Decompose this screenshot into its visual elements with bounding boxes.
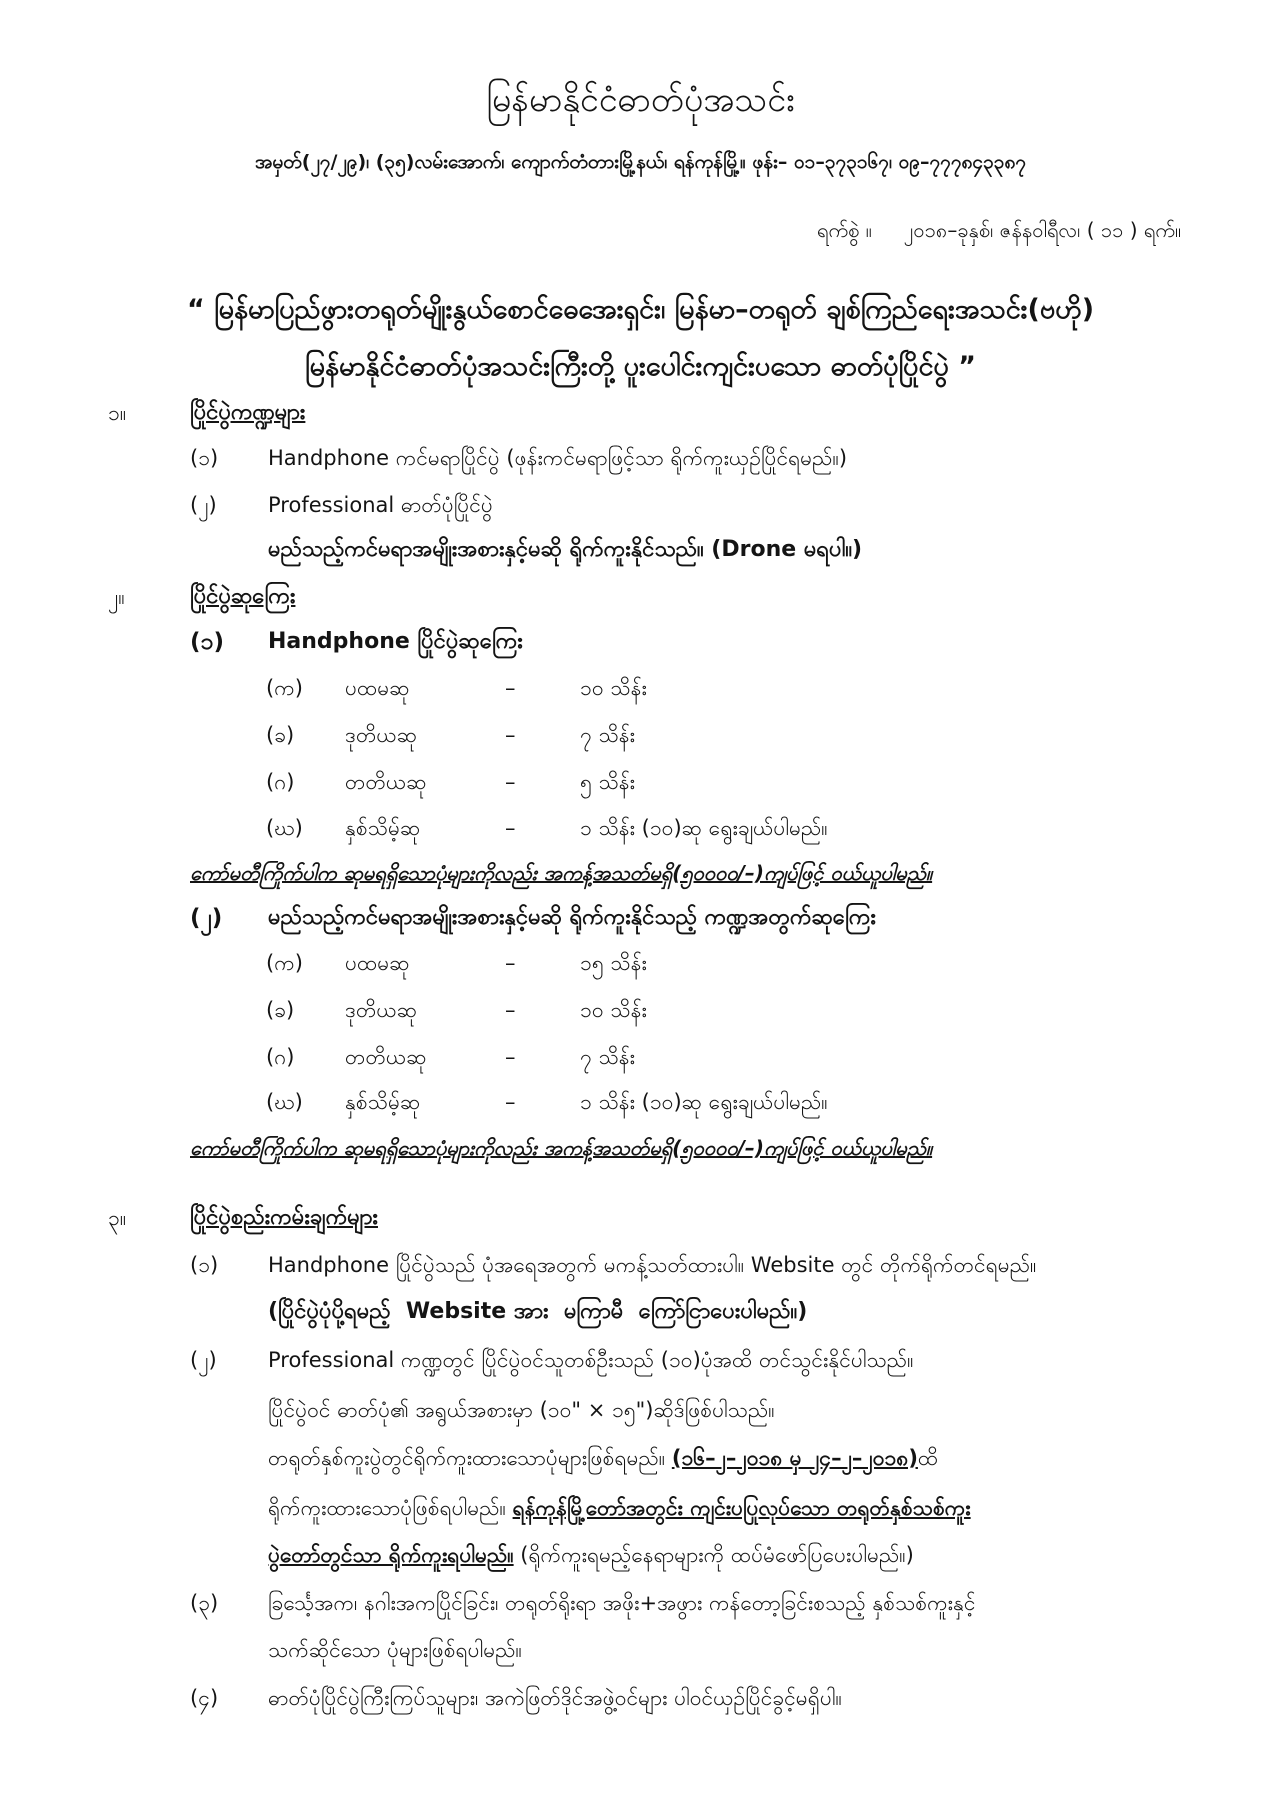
rule-text: ပြိုင်ပွဲဝင် ဓာတ်ပုံ၏ အရွယ်အစားမှာ (၁၀" × ၁၅")ဆိုဒ်ဖြစ်ပါသည်။ [268,1398,775,1422]
prize-dash: – [505,723,516,747]
group-number: (၁) [190,629,224,655]
prize-number: (ဂ) [266,770,295,794]
item-text: Handphone ကင်မရာပြိုင်ပွဲ (ဖုန်းကင်မရာဖြင့်သာ ရိုက်ကူးယှဉ်ပြိုင်ရမည်။) [268,446,848,470]
rule-emphasis: ပွဲတော်တွင်သာ ရိုက်ကူးရပါမည်။ [268,1543,514,1567]
group-number: (၂) [190,905,223,931]
document-title: မြန်မာနိုင်ငံဓာတ်ပုံအသင်း [486,80,795,120]
prize-name: ဒုတိယဆု [345,998,418,1022]
prize-dash: – [505,816,516,840]
prize-amount: ၇ သိန်း [580,723,635,747]
rule-text-part: တရုတ်နှစ်ကူးပွဲတွင်ရိုက်ကူးထားသောပုံများဖြစ်ရမည်။ [268,1446,672,1470]
prize-number: (ဃ) [266,1090,303,1114]
prize-name: နှစ်သိမ့်ဆု [345,1090,421,1114]
prize-name: ဒုတိယဆု [345,723,418,747]
section-number: ၁။ [108,401,127,425]
event-title-line-1: “ မြန်မာပြည်ဖွားတရုတ်မျိုးနွယ်စောင်ဓေအေးရှင်း၊ မြန်မာ–တရုတ် ချစ်ကြည်ရေးအသင်း(ဗဟို) [186,294,1095,325]
prize-name: နှစ်သိမ့်ဆု [345,816,421,840]
rule-emphasis: ရန်ကုန်မြို့တော်အတွင်း ကျင်းပပြုလုပ်သော တရုတ်နှစ်သစ်ကူး [512,1496,971,1520]
prize-dash: – [505,998,516,1022]
prize-amount: ၁ သိန်း (၁၀)ဆု ရွေးချယ်ပါမည်။ [580,1090,828,1114]
item-number: (၁) [190,446,219,470]
group-title: Handphone ပြိုင်ပွဲဆုကြေး [268,629,523,654]
prize-dash: – [505,770,516,794]
rule-number: (၁) [190,1253,219,1277]
date-label: ရက်စွဲ ။ [817,218,872,242]
section-number: ၂။ [108,585,125,609]
prize-amount: ၁၅ သိန်း [580,951,647,975]
prize-name: ပထမဆု [345,676,410,700]
rule-text [268,1488,1186,1528]
prize-amount: ၁၀ သိန်း [580,676,647,700]
purchase-note: ကော်မတီကြိုက်ပါက ဆုမရရှိသောပုံများကိုလည်း အကန့်အသတ်မရှိ(၅၀၀၀၀/–)ကျပ်ဖြင့် ဝယ်ယူပါမည်။ [190,861,933,885]
prize-number: (ခ) [266,998,295,1022]
rule-text-part: ထိ [917,1446,939,1470]
rule-text: Professional ကဏ္ဍတွင် ပြိုင်ပွဲဝင်သူတစ်ဦးသည် (၁၀)ပုံအထိ တင်သွင်းနိုင်ပါသည်။ [268,1348,914,1372]
group-title: မည်သည့်ကင်မရာအမျိုးအစားနှင့်မဆို ရိုက်ကူးနိုင်သည့် ကဏ္ဍအတွက်ဆုကြေး [268,905,876,930]
item-text: Professional ဓာတ်ပုံပြိုင်ပွဲ [268,493,493,517]
prize-dash: – [505,1045,516,1069]
prize-dash: – [505,1090,516,1114]
address-line: အမှတ်(၂၇/၂၉)၊ (၃၅)လမ်းအောက်၊ ကျောက်တံတားမြို့နယ်၊ ရန်ကုန်မြို့။ ဖုန်း– ၀၁–၃၇၃၁၆၇၊ ၀၉–၇၇၇၈၄၃၃၈၇ [254,151,1027,173]
date-value: ၂၀၁၈–ခုနှစ်၊ ဇန်နဝါရီလ၊ ( ၁၁ ) ရက်။ [903,218,1181,242]
section-number: ၃။ [108,1206,127,1230]
prize-number: (ဂ) [266,1045,295,1069]
rule-text: ဓာတ်ပုံပြိုင်ပွဲကြီးကြပ်သူများ၊ အကဲဖြတ်ဒိုင်အဖွဲ့ဝင်များ ပါဝင်ယှဉ်ပြိုင်ခွင့်မရှိပါ။ [268,1686,842,1710]
prize-name: တတိယဆု [345,770,427,794]
item-number: (၂) [190,493,217,517]
purchase-note: ကော်မတီကြိုက်ပါက ဆုမရရှိသောပုံများကိုလည်း အကန့်အသတ်မရှိ(၅၀၀၀၀/–)ကျပ်ဖြင့် ဝယ်ယူပါမည်။ [190,1136,933,1160]
prize-number: (ခ) [266,723,295,747]
prize-number: (က) [266,676,303,700]
date-range: (၁၆–၂–၂၀၁၈ မှ ၂၄–၂–၂၀၁၈) [671,1446,918,1470]
rule-text-part: (ရိုက်ကူးရမည့်နေရာများကို ထပ်မံဖော်ပြပေးပါမည်။) [513,1543,914,1567]
prize-dash: – [505,951,516,975]
section-note: မည်သည့်ကင်မရာအမျိုးအစားနှင့်မဆို ရိုက်ကူးနိုင်သည်။ (Drone မရပါ။) [268,537,863,562]
prize-name: ပထမဆု [345,951,410,975]
rule-text [268,1535,1186,1575]
prize-amount: ၅ သိန်း [580,770,635,794]
rule-text-part: ရိုက်ကူးထားသောပုံဖြစ်ရပါမည်။ [268,1496,513,1520]
date-line [281,210,1181,250]
rule-text [268,1438,1186,1478]
prize-number: (က) [266,951,303,975]
rule-text: သက်ဆိုင်သော ပုံများဖြစ်ရပါမည်။ [268,1638,522,1662]
prize-amount: ၁ သိန်း (၁၀)ဆု ရွေးချယ်ပါမည်။ [580,816,828,840]
rule-number: (၃) [190,1591,219,1615]
rule-text: Handphone ပြိုင်ပွဲသည် ပုံအရေအတွက် မကန့်သတ်ထားပါ။ Website တွင် တိုက်ရိုက်တင်ရမည်။ [268,1253,1037,1277]
section-heading: ပြိုင်ပွဲစည်းကမ်းချက်များ [190,1205,378,1230]
section-heading: ပြိုင်ပွဲဆုကြေး [190,584,296,609]
prize-amount: ၁၀ သိန်း [580,998,647,1022]
rule-text: ခြင်္သေ့အက၊ နဂါးအကပြိုင်ခြင်း၊ တရုတ်ရိုးရာ အဖိုး+အဖွား ကန်တော့ခြင်းစသည့် နှစ်သစ်ကူးနှင့် [268,1591,976,1615]
prize-dash: – [505,676,516,700]
prize-number: (ဃ) [266,816,303,840]
rule-text-bold: (ပြိုင်ပွဲပုံပို့ရမည့် Website အား မကြာမီ ကြော်ငြာပေးပါမည်။) [268,1299,808,1324]
prize-amount: ၇ သိန်း [580,1045,635,1069]
prize-name: တတိယဆု [345,1045,427,1069]
event-title-line-2: မြန်မာနိုင်ငံဓာတ်ပုံအသင်းကြီးတို့ ပူးပေါင်းကျင်းပသော ဓာတ်ပုံပြိုင်ပွဲ ” [305,351,976,382]
rule-number: (၄) [190,1686,219,1710]
rule-number: (၂) [190,1348,217,1372]
section-heading: ပြိုင်ပွဲကဏ္ဍများ [190,400,306,425]
